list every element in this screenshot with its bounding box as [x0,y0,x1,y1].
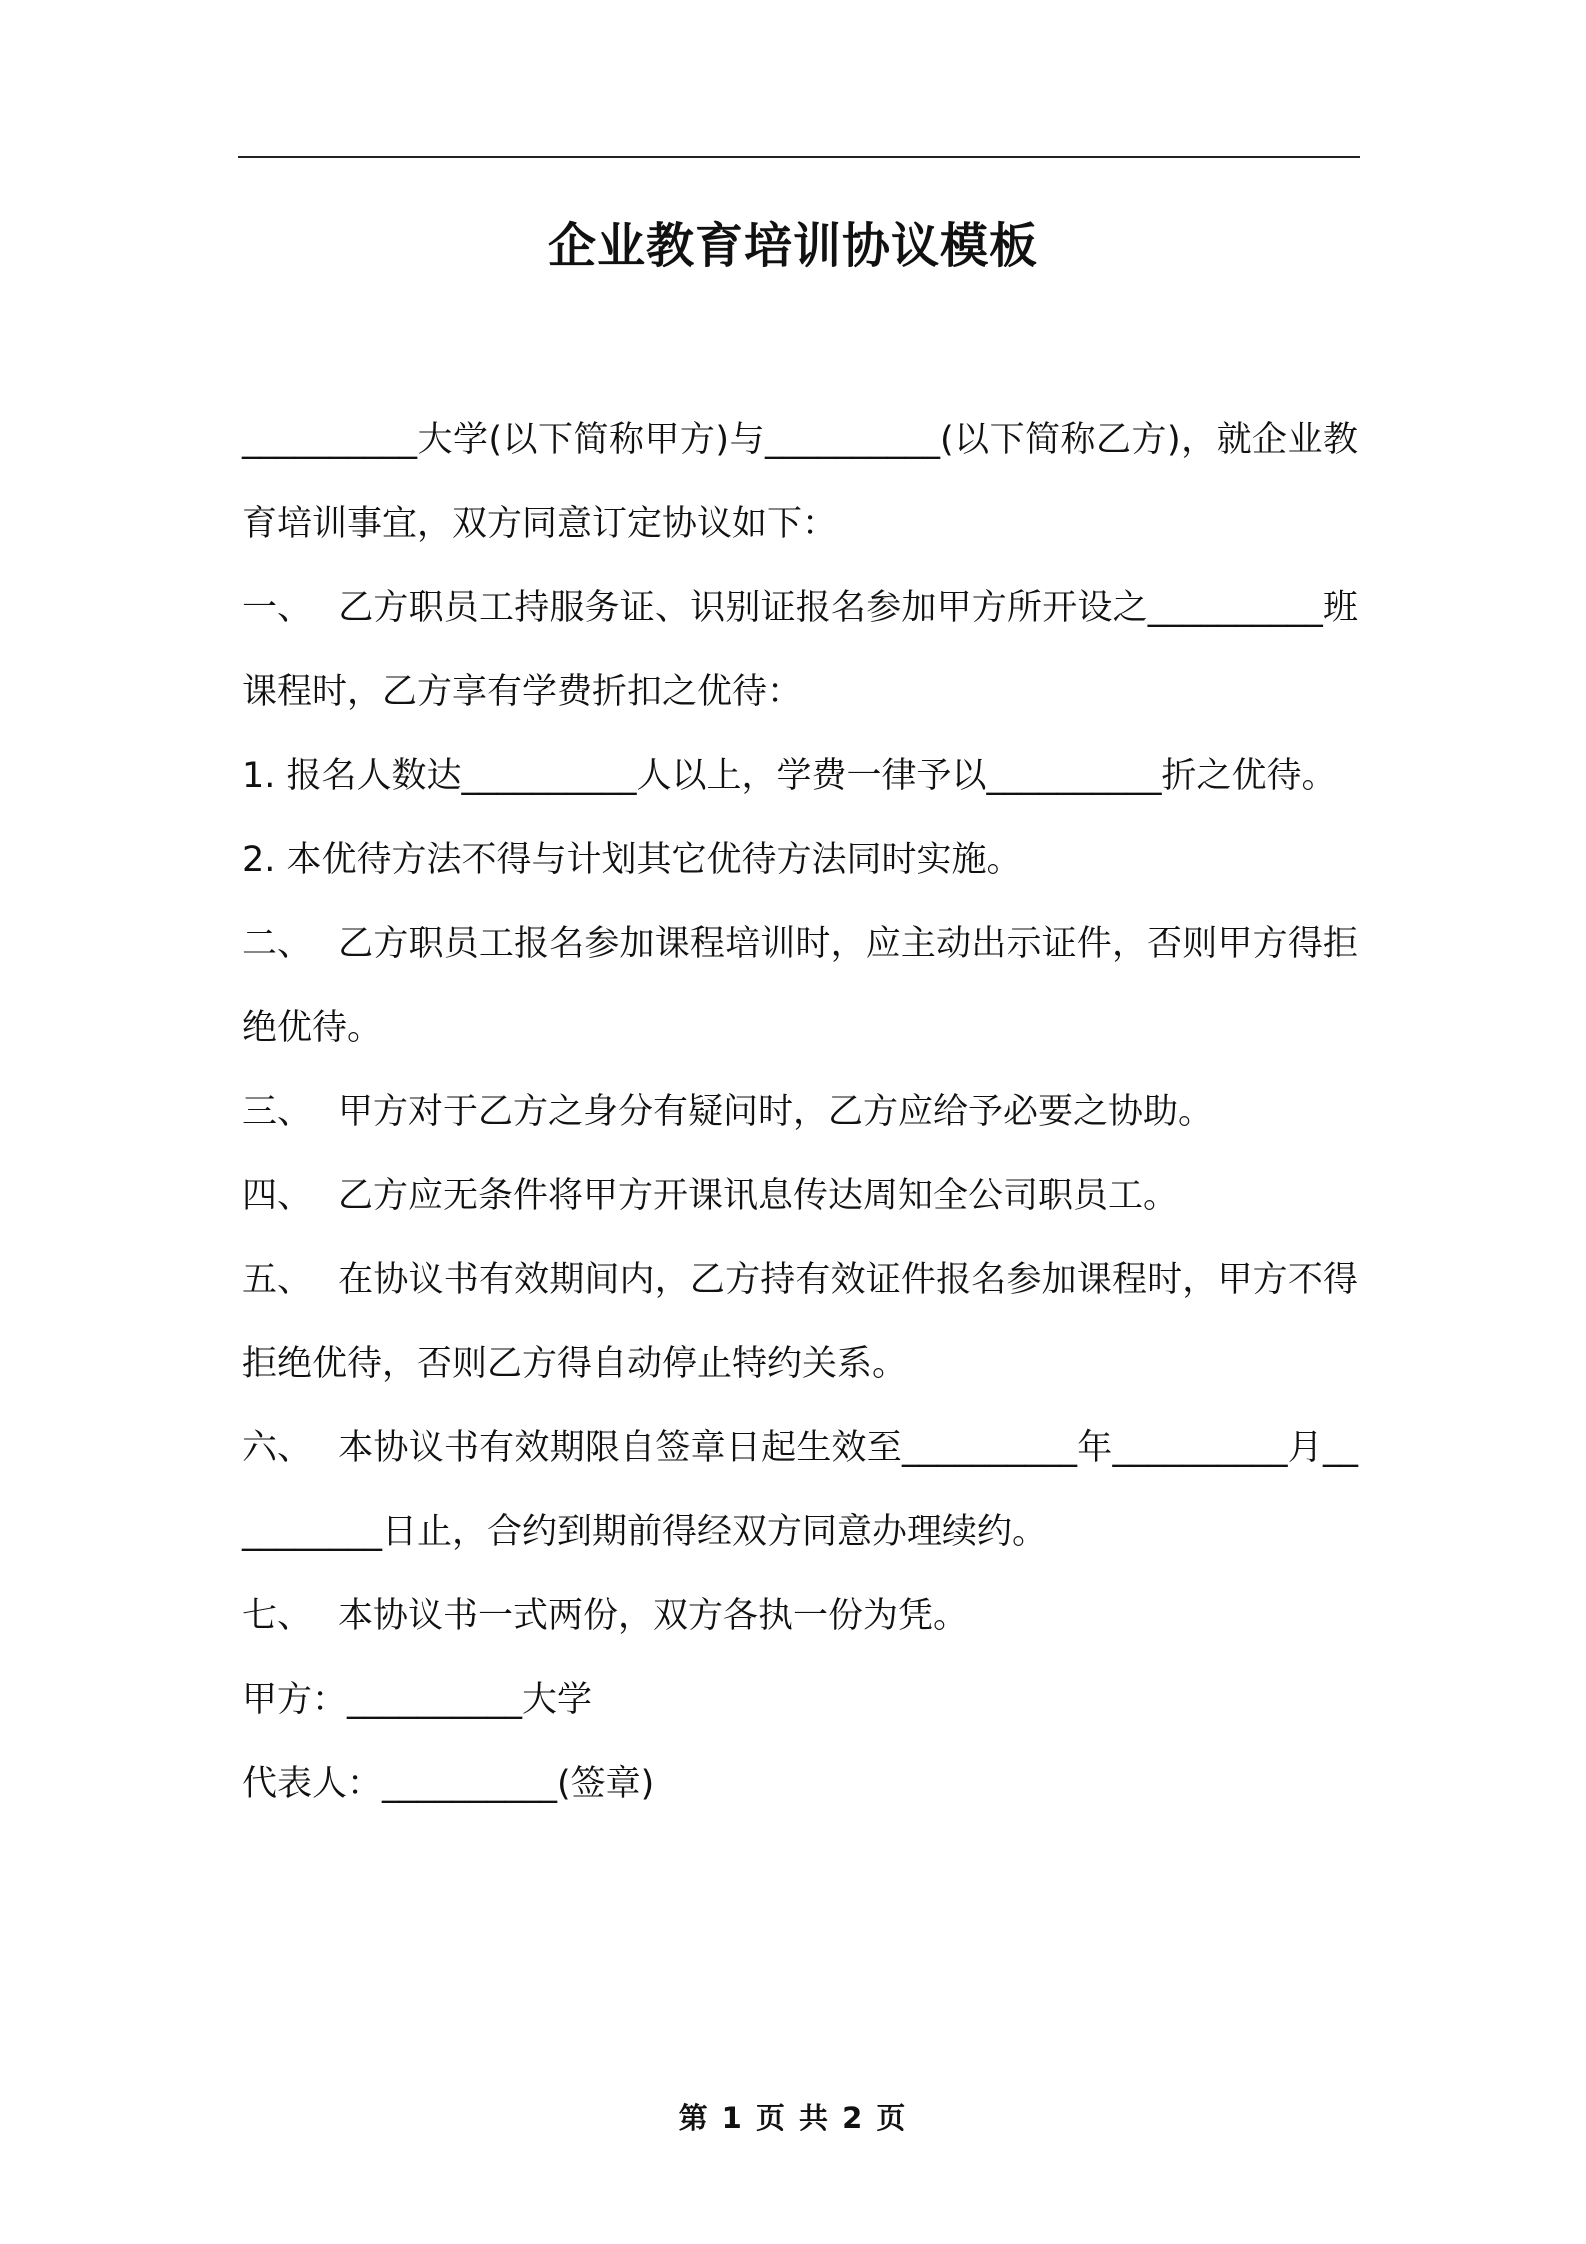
header-rule [238,156,1360,158]
clause-number: 六、 [242,1428,313,1468]
document-title: 企业教育培训协议模板 [547,218,1038,274]
page-footer: 第 1 页 共 2 页 [678,2101,908,2135]
clause-4 [242,1154,1358,1238]
clause-number: 三、 [242,1092,313,1132]
subclause-2 [242,818,1358,902]
clause-number: 二、 [242,924,313,964]
clause-5 [242,1238,1358,1406]
subclause-number: 2. [242,840,276,880]
representative-text: 代表人：__________(签章) [242,1764,655,1804]
clause-7 [242,1574,1358,1658]
subclause-1 [242,734,1358,818]
clause-number: 五、 [242,1260,313,1300]
clause-number: 一、 [242,588,313,628]
clause-text: 乙方职员工报名参加课程培训时，应主动出示证件，否则甲方得拒绝优待。 [242,924,1358,1048]
representative-line [242,1742,1358,1826]
subclause-text: 报名人数达__________人以上，学费一律予以__________折之优待。 [286,756,1337,796]
intro-text: __________大学(以下简称甲方)与__________(以下简称乙方)，就企业教育培训事宜，双方同意订定协议如下： [242,420,1358,544]
clause-text: 在协议书有效期间内，乙方持有效证件报名参加课程时，甲方不得拒绝优待，否则乙方得自动停止特约关系。 [242,1260,1358,1384]
party-a-line [242,1658,1358,1742]
subclause-number: 1. [242,756,276,796]
intro-paragraph [242,398,1358,566]
clause-number: 七、 [242,1596,313,1636]
clause-text: 本协议书有效期限自签章日起生效至__________年__________月__________日止，合约到期前得经双方同意办理续约。 [242,1428,1358,1552]
clause-3 [242,1070,1358,1154]
subclause-text: 本优待方法不得与计划其它优待方法同时实施。 [286,840,1022,880]
clause-text: 甲方对于乙方之身分有疑问时，乙方应给予必要之协助。 [338,1092,1214,1132]
clause-number: 四、 [242,1176,313,1216]
clause-2 [242,902,1358,1070]
clause-text: 本协议书一式两份，双方各执一份为凭。 [338,1596,969,1636]
clause-6 [242,1406,1358,1574]
clause-text: 乙方职员工持服务证、识别证报名参加甲方所开设之__________班课程时，乙方享有学费折扣之优待： [242,588,1358,712]
clause-text: 乙方应无条件将甲方开课讯息传达周知全公司职员工。 [338,1176,1179,1216]
document-body [242,398,1358,1826]
clause-1 [242,566,1358,734]
party-a-text: 甲方：__________大学 [242,1680,593,1720]
